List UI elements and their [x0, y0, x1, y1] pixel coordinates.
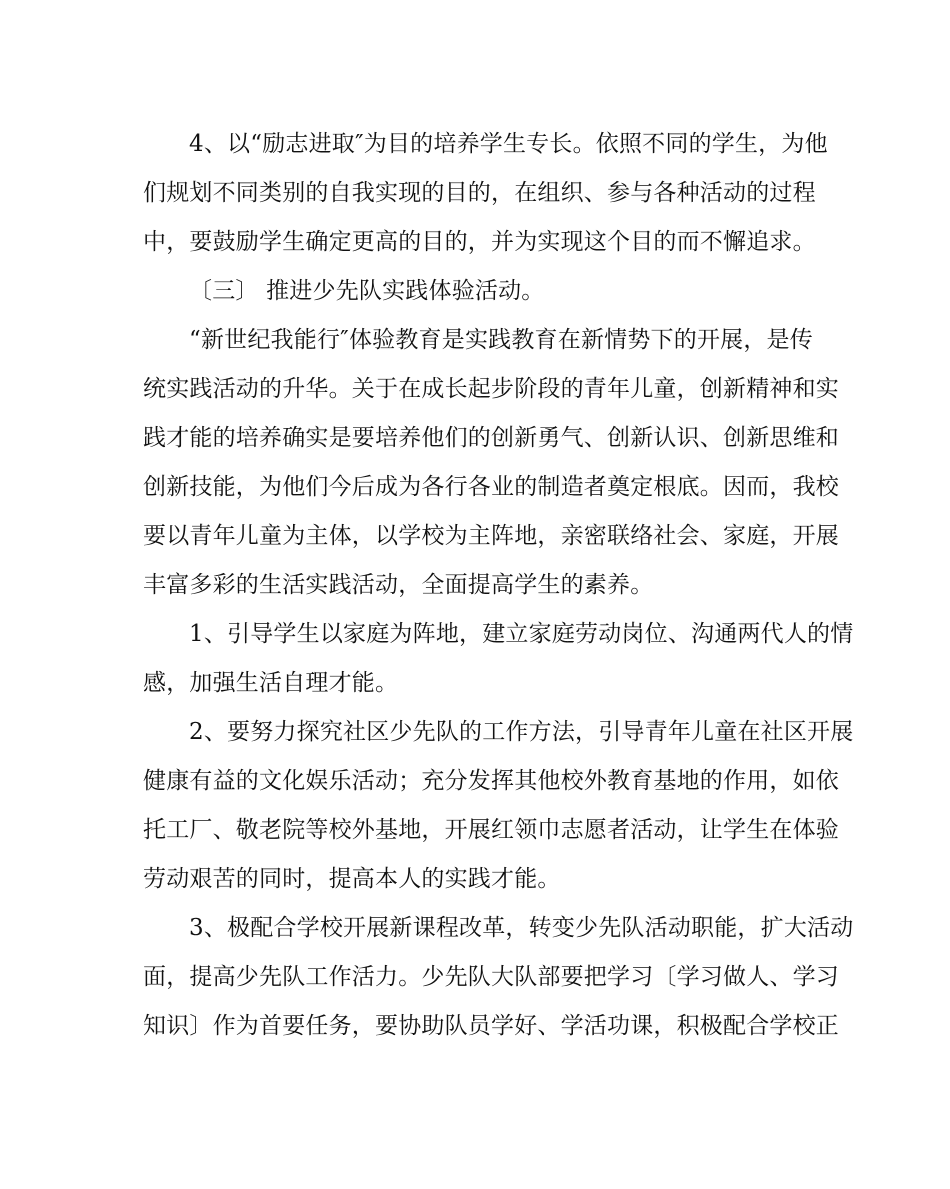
- text-line: 托工厂、敬老院等校外基地，开展红领巾志愿者活动，让学生在体验: [143, 817, 839, 843]
- text-line: 知识〕作为首要任务，要协助队员学好、学活功课，积极配合学校正: [143, 1013, 839, 1039]
- section-heading: 〔三〕 推进少先队实践体验活动。: [189, 278, 545, 304]
- text-line: 劳动艰苦的同时，提高本人的实践才能。: [143, 866, 561, 892]
- text-line: 感，加强生活自理才能。: [143, 670, 399, 696]
- text-line: 丰富多彩的生活实践活动，全面提高学生的素养。: [143, 572, 654, 598]
- text-line: 要以青年儿童为主体，以学校为主阵地，亲密联络社会、家庭，开展: [143, 523, 839, 549]
- text-line: 4、以“励志进取″为目的培养学生专长。依照不同的学生，为他: [189, 131, 828, 157]
- text-line: 健康有益的文化娱乐活动；充分发挥其他校外教育基地的作用，如依: [143, 768, 839, 794]
- text-line: 2、要努力探究社区少先队的工作方法，引导青年儿童在社区开展: [189, 719, 854, 745]
- text-line: 统实践活动的升华。关于在成长起步阶段的青年儿童，创新精神和实: [143, 376, 839, 402]
- text-line: 1、引导学生以家庭为阵地，建立家庭劳动岗位、沟通两代人的情: [189, 621, 854, 647]
- text-line: 创新技能，为他们今后成为各行各业的制造者奠定根底。因而，我校: [143, 474, 839, 500]
- text-line: “新世纪我能行″体验教育是实践教育在新情势下的开展，是传: [189, 327, 813, 353]
- text-line: 3、极配合学校开展新课程改革，转变少先队活动职能，扩大活动: [189, 915, 854, 941]
- text-line: 中，要鼓励学生确定更高的目的，并为实现这个目的而不懈追求。: [143, 229, 816, 255]
- text-line: 们规划不同类别的自我实现的目的，在组织、参与各种活动的过程: [143, 180, 816, 206]
- text-line: 面，提高少先队工作活力。少先队大队部要把学习〔学习做人、学习: [143, 964, 839, 990]
- text-line: 践才能的培养确实是要培养他们的创新勇气、创新认识、创新思维和: [143, 425, 839, 451]
